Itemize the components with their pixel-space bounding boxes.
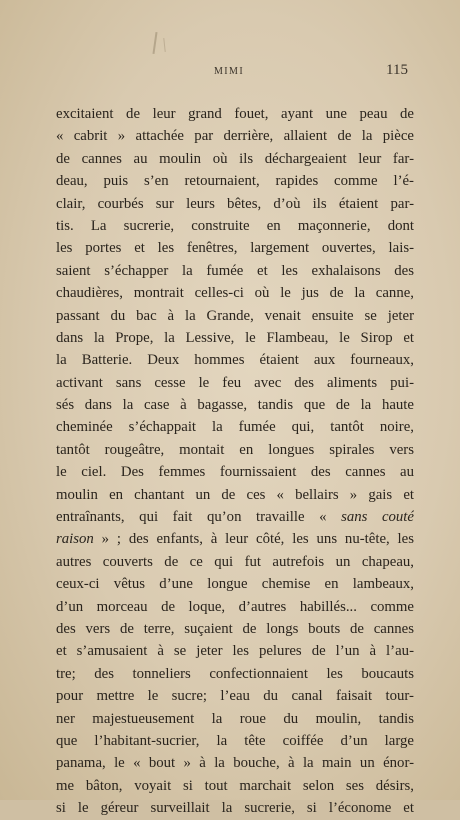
text-line: sés dans la case à bagasse, tandis que de la haute xyxy=(56,397,414,414)
text-line: saient s’échapper la fumée et les exhalaisons des xyxy=(56,262,414,279)
text-line: autres couverts de ce qui fut autrefois un chapeau, xyxy=(56,553,414,570)
text-line: chaudières, montrait celles-ci où le jus de la canne, xyxy=(56,285,414,302)
text-line: de cannes au moulin où ils déchargeaient leur far- xyxy=(56,150,414,167)
italic-phrase: sans couté xyxy=(341,509,414,526)
body-text xyxy=(56,103,414,820)
text-line: « cabrit » attachée par derrière, allaient de la pièce xyxy=(56,128,414,145)
text-line-with-italic xyxy=(56,528,414,550)
text-line: pour mettre le sucre; l’eau du canal faisait tour- xyxy=(56,688,414,705)
text-line: si le géreur surveillait la sucrerie, si l’économe et xyxy=(56,800,414,817)
text-line: ceux-ci vêtus d’une longue chemise en lambeaux, xyxy=(56,576,414,593)
text-line: ner majestueusement la roue du moulin, tandis xyxy=(56,710,414,727)
text-fragment: entraînants, qui fait qu’on travaille « xyxy=(56,509,342,526)
text-line: me bâton, voyait si tout marchait selon ses désirs, xyxy=(56,777,414,794)
text-line: panama, le « bout » à la bouche, à la main un énor- xyxy=(56,755,414,772)
text-line: des vers de terre, suçaient de longs bouts de cannes xyxy=(56,620,414,637)
page-number: 115 xyxy=(386,62,408,78)
text-line: d’un morceau de loque, d’autres habillés... comme xyxy=(56,598,414,615)
italic-word: raison xyxy=(56,531,94,548)
text-line: moulin en chantant un de ces « bellairs » gais et xyxy=(56,486,414,503)
text-line: deau, puis s’en retournaient, rapides comme l’é- xyxy=(56,173,414,190)
running-title: MIMI xyxy=(214,66,245,77)
text-line: le ciel. Des femmes fournissaient des cannes au xyxy=(56,464,414,481)
text-line: excitaient de leur grand fouet, ayant une peau de xyxy=(56,106,414,122)
text-line: activant sans cesse le feu avec des aliments pui- xyxy=(56,374,414,391)
text-line: tis. La sucrerie, construite en maçonnerie, dont xyxy=(56,217,414,234)
text-line: la Batterie. Deux hommes étaient aux fourneaux, xyxy=(56,352,414,369)
text-line: que l’habitant-sucrier, la tête coiffée d’un large xyxy=(56,732,414,749)
page-header xyxy=(0,62,460,82)
text-line: passant du bac à la Grande, venait ensuite se jeter xyxy=(56,307,414,324)
pencil-mark xyxy=(163,38,165,52)
text-line: tre; des tonneliers confectionnaient les boucauts xyxy=(56,665,414,682)
text-line-with-italic xyxy=(56,506,414,528)
text-line: dans la Prope, la Lessive, le Flambeau, le Sirop et xyxy=(56,329,414,346)
text-line: clair, courbés sur leurs bêtes, d’où ils étaient par- xyxy=(56,195,414,212)
text-line: les portes et les fenêtres, largement ouvertes, lais- xyxy=(56,240,414,257)
text-line: cheminée s’échappait la fumée qui, tantôt noire, xyxy=(56,419,414,436)
text-fragment: » ; des enfants, à leur côté, les uns nu-tête, les xyxy=(93,531,414,548)
text-line: tantôt rougeâtre, montait en longues spirales vers xyxy=(56,441,414,458)
text-line: et s’amusaient à se jeter les pelures de l’un à l’au- xyxy=(56,643,414,660)
pencil-mark xyxy=(152,32,157,54)
